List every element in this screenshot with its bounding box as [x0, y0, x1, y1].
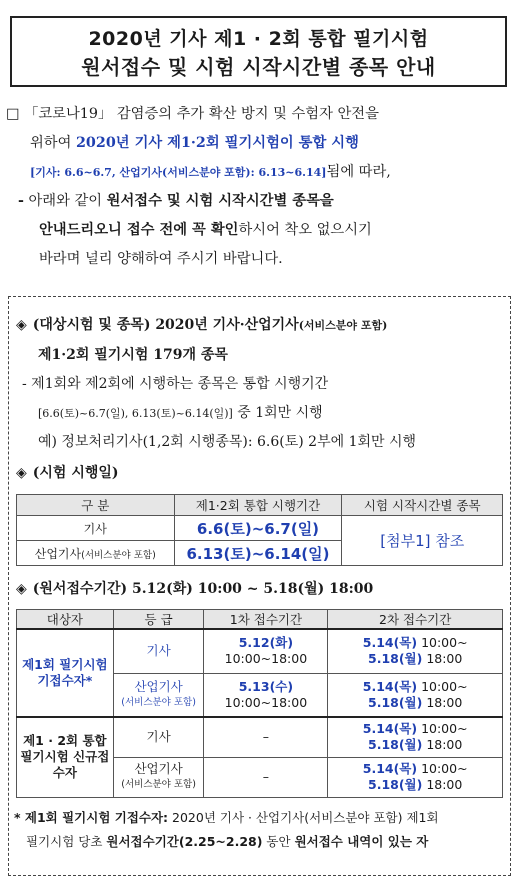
second-start-date: 5.14(목): [362, 761, 418, 776]
table-header: 시험 시작시간별 종목: [342, 495, 503, 516]
footnote-text: 동안: [262, 834, 295, 849]
exam-date-heading: [16, 462, 119, 482]
first-time: 10:00~18:00: [224, 651, 308, 667]
intro-bold: 원서접수 및 시험 시작시간별 종목을: [106, 193, 334, 209]
first-period-cell: [204, 629, 328, 673]
intro-line5: [6, 216, 511, 245]
second-end-date: 5.18(월): [368, 651, 423, 667]
second-period-cell: [328, 629, 503, 673]
second-start-time: 10:00~: [417, 761, 468, 776]
target-note: - 제1회와 제2회에 시행하는 종목은 통합 시행기간: [22, 376, 329, 392]
grade-label: 산업기사: [134, 678, 183, 694]
footnote-line2: [14, 830, 506, 854]
first-period-cell: –: [204, 717, 328, 757]
intro-line3: [6, 158, 511, 187]
second-end-time: 18:00: [422, 777, 463, 792]
target-count: 제1·2회 필기시험 179개 종목: [38, 347, 228, 363]
diamond-bullet-icon: ◈: [16, 465, 27, 481]
footnote-bold: 원서접수 내역이 있는 자: [294, 834, 429, 849]
table-cell: 기사: [17, 516, 175, 541]
page-title-line1: 2020년 기사 제1 · 2회 통합 필기시험: [88, 28, 429, 50]
application-heading: [16, 578, 373, 598]
footnote-text: 필기시험 당초: [26, 834, 107, 849]
exam-date-cell: 6.6(토)~6.7(일): [174, 516, 342, 541]
intro-dates: [기사: 6.6~6.7, 산업기사(서비스분야 포함): 6.13~6.14]: [30, 166, 327, 179]
footnote-term: * 제1회 필기시험 기접수자:: [14, 810, 169, 825]
target-label-small: (서비스분야 포함): [298, 319, 388, 332]
second-start-time: 10:00~: [417, 721, 468, 737]
grade-cell: [113, 757, 204, 797]
table-header-row: [17, 610, 503, 630]
footnote-line1: [14, 806, 506, 830]
title-box: [10, 16, 507, 87]
intro-line2: [6, 129, 511, 158]
second-end-date: 5.18(월): [368, 777, 423, 792]
second-end-time: 18:00: [422, 737, 463, 753]
group-label-existing: 제1회 필기시험 기접수자*: [17, 629, 114, 717]
table-header: 구 분: [17, 495, 175, 516]
exam-date-table: [16, 494, 503, 566]
diamond-bullet-icon: ◈: [16, 317, 27, 333]
table-row: [17, 516, 503, 541]
target-period: [38, 402, 323, 422]
second-start-time: 10:00~: [417, 678, 468, 694]
grade-cell: [113, 673, 204, 717]
footnote-bold: 원서접수기간(2.25~2.28): [106, 834, 263, 849]
second-start-time: 10:00~: [417, 635, 468, 651]
intro-text: 「코로나19」 감염증의 추가 확산 방지 및 수험자 안전을: [24, 106, 379, 122]
first-period-cell: –: [204, 757, 328, 797]
table-cell: [17, 541, 175, 566]
table-row: [17, 717, 503, 757]
checkbox-bullet-icon: □: [6, 106, 20, 122]
footnote-text: 2020년 기사 · 산업기사(서비스분야 포함) 제1회: [168, 810, 439, 825]
table-header: 대상자: [17, 610, 114, 630]
grade-small-label: (서비스분야 포함): [121, 779, 196, 790]
target-period-dates: [6.6(토)~6.7(일), 6.13(토)~6.14(일)]: [38, 407, 233, 420]
second-period-cell: [328, 717, 503, 757]
intro-text: 아래와 같이: [28, 193, 107, 209]
exam-date-label: (시험 시행일): [32, 465, 119, 481]
group-label-new: 제1 · 2회 통합 필기시험 신규접수자: [17, 717, 114, 797]
first-date: 5.12(화): [238, 635, 294, 651]
exam-date-cell: 6.13(토)~6.14(일): [174, 541, 342, 566]
target-example: 예) 정보처리기사(1,2회 시행종목): 6.6(토) 2부에 1회만 시행: [38, 434, 417, 450]
table-header: 1차 접수기간: [204, 610, 328, 630]
target-label: (대상시험 및 종목) 2020년 기사·산업기사: [32, 317, 299, 333]
grade-small-label: (서비스분야 포함): [121, 696, 196, 708]
first-time: 10:00~18:00: [224, 694, 308, 710]
table-header: 2차 접수기간: [328, 610, 503, 630]
table-header-row: [17, 495, 503, 516]
table-row: [17, 629, 503, 673]
intro-bold: 안내드리오니: [39, 222, 127, 238]
second-end-date: 5.18(월): [368, 737, 423, 753]
dash-bullet: -: [18, 193, 24, 209]
table-header: 제1·2회 통합 시행기간: [174, 495, 342, 516]
category-small-label: (서비스분야 포함): [81, 549, 156, 561]
intro-line6: 바라며 널리 양해하여 주시기 바랍니다.: [39, 251, 283, 267]
footnote: [14, 806, 506, 854]
second-period-cell: [328, 673, 503, 717]
intro-text: 됨에 따라,: [326, 164, 391, 180]
diamond-bullet-icon: ◈: [16, 581, 27, 597]
first-date: 5.13(수): [238, 678, 294, 694]
second-start-date: 5.14(목): [362, 678, 418, 694]
page-title-line2: 원서접수 및 시험 시작시간별 종목 안내: [81, 55, 436, 79]
intro-line4: [6, 187, 511, 216]
application-table: [16, 609, 503, 798]
second-period-cell: [328, 757, 503, 797]
intro-line1: [6, 100, 511, 129]
grade-cell: 기사: [113, 629, 204, 673]
reference-cell: [첨부1] 참조: [342, 516, 503, 566]
target-heading: [16, 314, 387, 334]
second-start-date: 5.14(목): [362, 635, 418, 651]
intro-paragraph: [6, 100, 511, 274]
second-start-date: 5.14(목): [362, 721, 418, 737]
application-label: (원서접수기간) 5.12(화) 10:00 ~ 5.18(월) 18:00: [32, 581, 374, 597]
intro-text: 하시어 착오 없으시기: [238, 222, 372, 238]
second-end-time: 18:00: [422, 651, 463, 667]
target-period-text: 중 1회만 시행: [232, 405, 323, 421]
intro-highlight: 2020년 기사 제1·2회 필기시험이 통합 시행: [75, 135, 359, 151]
grade-cell: 기사: [113, 717, 204, 757]
second-end-date: 5.18(월): [368, 694, 423, 710]
table-header: 등 급: [113, 610, 204, 630]
category-label: 산업기사: [34, 546, 82, 561]
intro-text: 위하여: [30, 135, 76, 151]
grade-label: 산업기사: [134, 761, 183, 776]
second-end-time: 18:00: [422, 694, 463, 710]
first-period-cell: [204, 673, 328, 717]
intro-bold: 접수 전에 꼭 확인: [126, 222, 239, 238]
